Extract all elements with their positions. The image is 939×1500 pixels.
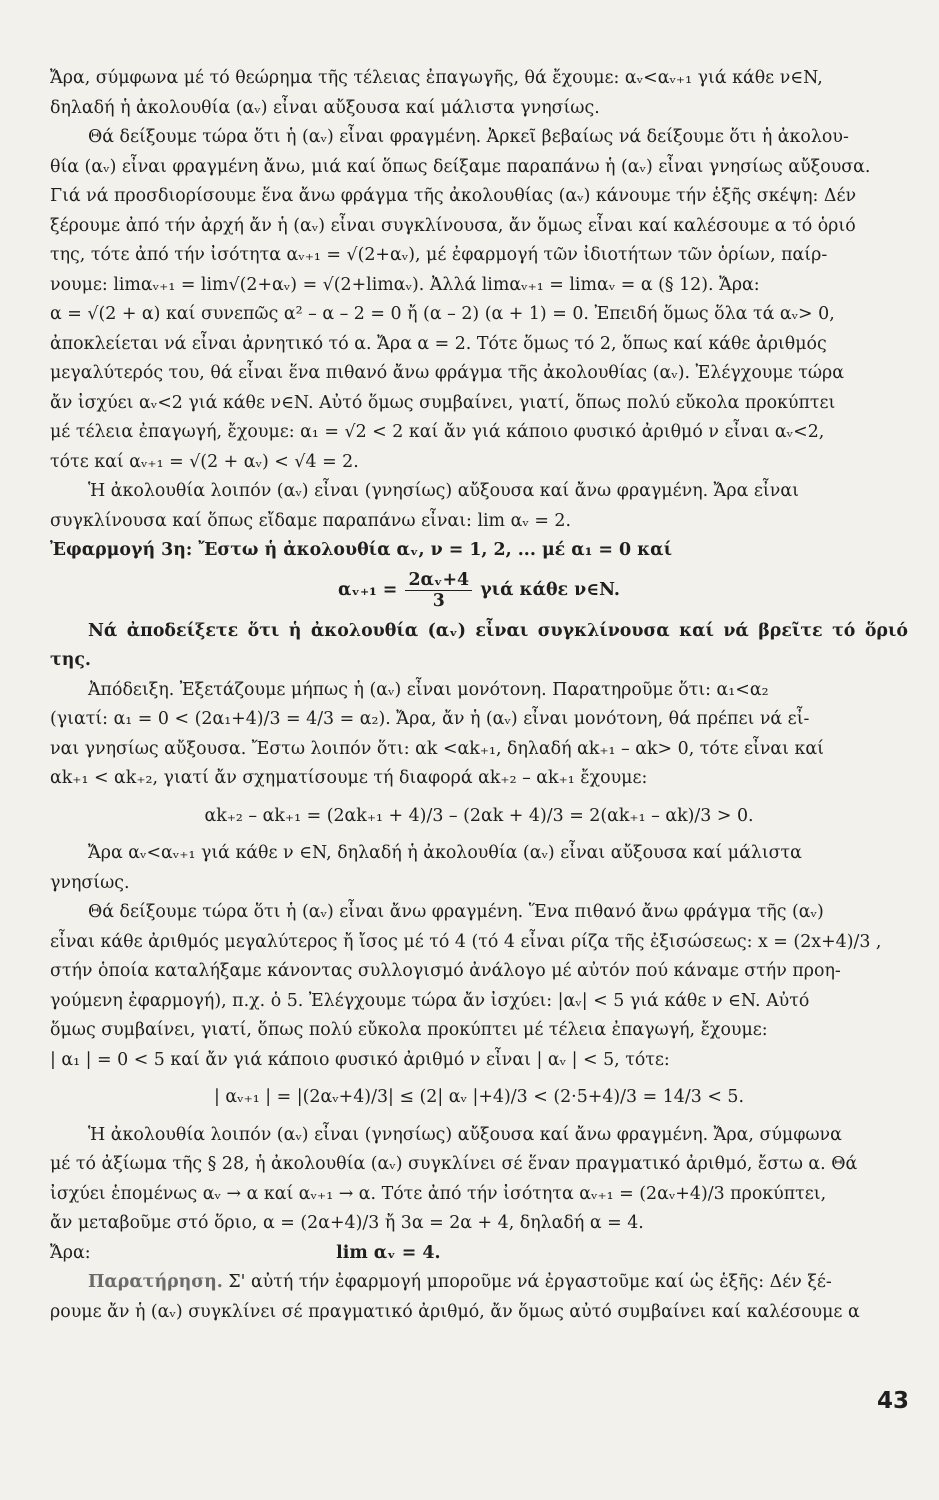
application-3-heading: Ἐφαρμογή 3η: Ἔστω ἡ ἀκολουθία αᵥ, ν = 1, 2, ... μέ α₁ = 0 καί: [50, 540, 672, 560]
line-40: ρουμε ἄν ἡ (αᵥ) συγκλίνει σέ πραγματικό ἀριθμό, ἄν ὅμως αὐτό συμβαίνει καί καλέσουμε α: [50, 1301, 860, 1322]
line-26: γνησίως.: [50, 872, 130, 893]
remark-line: [50, 1268, 908, 1298]
line-1: Ἄρα, σύμφωνα μέ τό θεώρημα τῆς τέλειας ἐπαγωγῆς, θά ἔχουμε: αᵥ<αᵥ₊₁ γιά κάθε ν∈N,: [50, 68, 823, 88]
recurrence-formula: [50, 570, 908, 611]
line-30: γούμενη ἐφαρμογή), π.χ. ὁ 5. Ἐλέγχουμε τώρα ἄν ἰσχύει: |αᵥ| < 5 γιά κάθε ν ∈N. Αὐτό: [50, 990, 810, 1011]
line-12: ἄν ἰσχύει αᵥ<2 γιά κάθε ν∈N. Αὐτό ὅμως συμβαίνει, γιατί, ὅπως πολύ εὔκολα προκύπτει: [50, 392, 836, 413]
line-25: Ἄρα αᵥ<αᵥ₊₁ γιά κάθε ν ∈N, δηλαδή ἡ ἀκολουθία (αᵥ) εἶναι αὔξουσα καί μάλιστα: [88, 843, 802, 864]
line-10: ἀποκλείεται νά εἶναι ἀρνητικό τό α. Ἄρα α = 2. Τότε ὅμως τό 2, ὅπως καί κάθε ἀριθμός: [50, 333, 827, 354]
line-11: μεγαλύτερός του, θά εἶναι ἕνα πιθανό ἄνω φράγμα τῆς ἀκολουθίας (αᵥ). Ἐλέγχουμε τώρα: [50, 363, 844, 383]
conclusion-line: [50, 1239, 908, 1269]
line-35: μέ τό ἀξίωμα τῆς § 28, ἡ ἀκολουθία (αᵥ) συγκλίνει σέ ἕναν πραγματικό ἀριθμό, ἔστω α. Θά: [50, 1154, 858, 1175]
recurrence-rest: γιά κάθε ν∈N.: [480, 579, 620, 600]
line-29: στήν ὁποία καταλήξαμε κάνοντας συλλογισμό ἀνάλογο μέ αὐτόν πού κάναμε στήν προη-: [50, 961, 841, 982]
line-21: (γιατί: α₁ = 0 < (2α₁+4)/3 = 4/3 = α₂). Ἄρα, ἄν ἡ (αᵥ) εἶναι μονότονη, θά πρέπει νά εἶ-: [50, 709, 810, 730]
recurrence-fraction: [405, 570, 472, 611]
line-20: Ἀπόδειξη. Ἐξετάζουμε μήπως ἡ (αᵥ) εἶναι μονότονη. Παρατηροῦμε ὅτι: α₁<α₂: [88, 679, 769, 700]
recurrence-lhs: αᵥ₊₁ =: [338, 579, 398, 600]
line-9: α = √(2 + α) καί συνεπῶς α² – α – 2 = 0 ἤ (α – 2) (α + 1) = 0. Ἐπειδή ὅμως ὅλα τά αᵥ> 0,: [50, 304, 835, 324]
line-28: εἶναι κάθε ἀριθμός μεγαλύτερος ἤ ἴσος μέ τό 4 (τό 4 εἶναι ρίζα τῆς ἐξισώσεως: x = (2x+4)/3 ,: [50, 931, 882, 952]
difference-formula: αk₊₂ – αk₊₁ = (2αk₊₁ + 4)/3 – (2αk + 4)/3 = 2(αk₊₁ – αk)/3 > 0.: [204, 805, 754, 826]
text-block-1: [50, 64, 908, 1327]
remark-text: Σ' αὐτή τήν ἐφαρμογή μποροῦμε νά ἐργαστοῦμε καί ὡς ἑξῆς: Δέν ξέ-: [228, 1272, 832, 1293]
conclusion-label: Ἄρα:: [50, 1242, 91, 1263]
line-22: ναι γνησίως αὔξουσα. Ἔστω λοιπόν ὅτι: αk <αk₊₁, δηλαδή αk₊₁ – αk> 0, τότε εἶναι καί: [50, 738, 824, 759]
line-3: Θά δείξουμε τώρα ὅτι ἡ (αᵥ) εἶναι φραγμένη. Ἀρκεῖ βεβαίως νά δείξουμε ὅτι ἡ ἀκολου-: [88, 127, 849, 147]
line-36: ἰσχύει ἑπομένως αᵥ → α καί αᵥ₊₁ → α. Τότε ἀπό τήν ἰσότητα αᵥ₊₁ = (2αᵥ+4)/3 προκύπτει,: [50, 1183, 827, 1204]
line-16: συγκλίνουσα καί ὅπως εἴδαμε παραπάνω εἶναι: lim αᵥ = 2.: [50, 510, 572, 531]
page-number: 43: [876, 1388, 909, 1414]
line-27: Θά δείξουμε τώρα ὅτι ἡ (αᵥ) εἶναι ἄνω φραγμένη. Ἕνα πιθανό ἄνω φράγμα τῆς (αᵥ): [88, 902, 824, 923]
remark-title: Παρατήρηση.: [88, 1272, 223, 1293]
line-8: νουμε: limαᵥ₊₁ = lim√(2+αᵥ) = √(2+limαᵥ). Ἀλλά limαᵥ₊₁ = limαᵥ = α (§ 12). Ἄρα:: [50, 274, 760, 295]
line-14: τότε καί αᵥ₊₁ = √(2 + αᵥ) < √4 = 2.: [50, 451, 359, 472]
line-23: αk₊₁ < αk₊₂, γιατί ἄν σχηματίσουμε τή διαφορά αk₊₂ – αk₊₁ ἔχουμε:: [50, 768, 648, 789]
line-37: ἄν μεταβοῦμε στό ὅριο, α = (2α+4)/3 ἤ 3α = 2α + 4, δηλαδή α = 4.: [50, 1213, 644, 1234]
line-5: Γιά νά προσδιορίσουμε ἕνα ἄνω φράγμα τῆς ἀκολουθίας (αᵥ) κάνουμε τήν ἑξῆς σκέψη: Δέν: [50, 186, 857, 206]
problem-statement: Νά ἀποδείξετε ὅτι ἡ ἀκολουθία (αᵥ) εἶναι συγκλίνουσα καί νά βρεῖτε τό ὅριό της.: [50, 620, 908, 671]
line-31: ὅμως συμβαίνει, γιατί, ὅπως πολύ εὔκολα προκύπτει μέ τέλεια ἐπαγωγή, ἔχουμε:: [50, 1020, 768, 1041]
line-2: δηλαδή ἡ ἀκολουθία (αᵥ) εἶναι αὔξουσα καί μάλιστα γνησίως.: [50, 97, 600, 118]
line-15: Ἡ ἀκολουθία λοιπόν (αᵥ) εἶναι (γνησίως) αὔξουσα καί ἄνω φραγμένη. Ἄρα εἶναι: [88, 481, 799, 501]
line-13: μέ τέλεια ἐπαγωγή, ἔχουμε: α₁ = √2 < 2 καί ἄν γιά κάποιο φυσικό ἀριθμό ν εἶναι αᵥ<2,: [50, 422, 825, 442]
recurrence-numerator: 2αᵥ+4: [405, 570, 472, 591]
line-34: Ἡ ἀκολουθία λοιπόν (αᵥ) εἶναι (γνησίως) αὔξουσα καί ἄνω φραγμένη. Ἄρα, σύμφωνα: [88, 1124, 842, 1145]
line-6: ξέρουμε ἀπό τήν ἀρχή ἄν ἡ (αᵥ) εἶναι συγκλίνουσα, ἄν ὅμως εἶναι καί καλέσουμε α τό ὁριό: [50, 215, 856, 236]
recurrence-denominator: 3: [432, 590, 445, 611]
conclusion-limit: lim αᵥ = 4.: [336, 1242, 441, 1263]
line-7: της, τότε ἀπό τήν ἰσότητα αᵥ₊₁ = √(2+αᵥ), μέ ἐφαρμογή τῶν ἰδιοτήτων τῶν ὁρίων, παίρ-: [50, 245, 828, 265]
bound-formula: | αᵥ₊₁ | = |(2αᵥ+4)/3| ≤ (2| αᵥ |+4)/3 < (2·5+4)/3 = 14/3 < 5.: [213, 1087, 745, 1108]
line-32: | α₁ | = 0 < 5 καί ἄν γιά κάποιο φυσικό ἀριθμό ν εἶναι | αᵥ | < 5, τότε:: [50, 1049, 670, 1070]
line-4: θία (αᵥ) εἶναι φραγμένη ἄνω, μιά καί ὅπως δείξαμε παραπάνω ἡ (αᵥ) εἶναι γνησίως αὔξουσα.: [50, 156, 871, 177]
